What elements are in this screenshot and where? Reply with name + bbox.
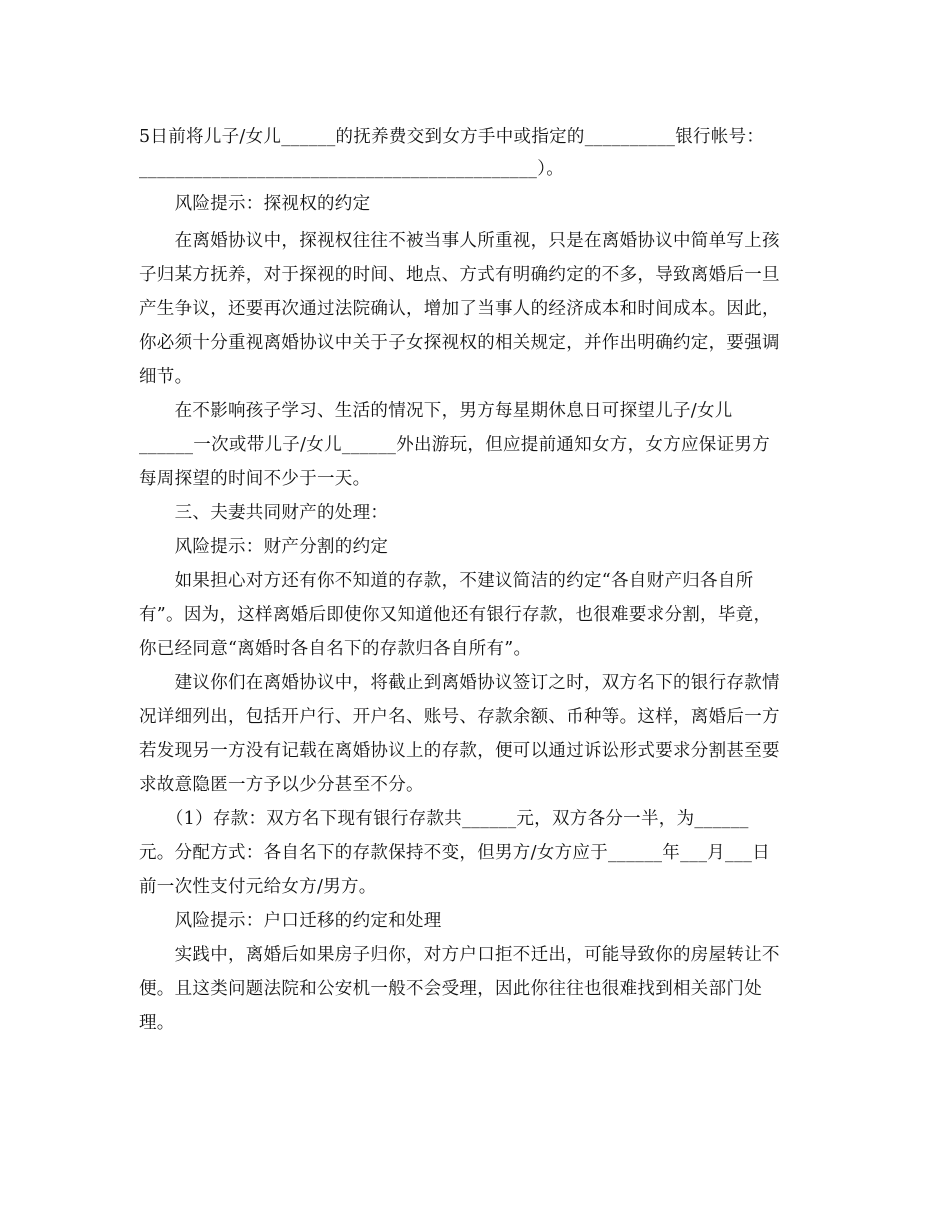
- section-heading: 风险提示：探视权的约定: [139, 194, 371, 214]
- document-page: [139, 120, 811, 1040]
- text-line: 前一次性支付元给女方/男方。: [139, 877, 377, 897]
- text-line: 你已经同意“离婚时各自名下的存款归各自所有”。: [139, 639, 532, 659]
- text-line: 子归某方抚养，对于探视的时间、地点、方式有明确约定的不多，导致离婚后一旦: [139, 265, 780, 285]
- text-line: 每周探望的时间不少于一天。: [139, 469, 371, 489]
- text-line: 在不影响孩子学习、生活的情况下，男方每星期休息日可探望儿子/女儿: [139, 401, 733, 421]
- text-line: ____________________________________________）。: [139, 159, 565, 179]
- text-line: 况详细列出，包括开户行、开户名、账号、存款余额、币种等。这样，离婚后一方: [139, 707, 780, 727]
- text-line: 若发现另一方没有记载在离婚协议上的存款，便可以通过诉讼形式要求分割甚至要: [139, 741, 780, 761]
- text-line: ______一次或带儿子/女儿______外出游玩，但应提前通知女方，女方应保证男方: [139, 435, 770, 455]
- text-line: 建议你们在离婚协议中，将截止到离婚协议签订之时，双方名下的银行存款情: [139, 673, 780, 693]
- section-heading: 三、夫妻共同财产的处理：: [139, 503, 389, 523]
- text-line: 实践中，离婚后如果房子归你，对方户口拒不迁出，可能导致你的房屋转让不: [139, 945, 780, 965]
- section-heading: 风险提示：户口迁移的约定和处理: [139, 911, 442, 931]
- text-line: 有”。因为，这样离婚后即使你又知道他还有银行存款，也很难要求分割，毕竟，: [139, 605, 772, 625]
- text-line: 元。分配方式：各自名下的存款保持不变，但男方/女方应于______年___月___日: [139, 843, 770, 863]
- section-heading: 风险提示：财产分割的约定: [139, 537, 389, 557]
- text-line: 求故意隐匿一方予以少分甚至不分。: [139, 775, 424, 795]
- text-line: （1）存款：双方名下现有银行存款共______元，双方各分一半，为______: [139, 809, 749, 829]
- text-line: 细节。: [139, 367, 193, 387]
- text-line: 你必须十分重视离婚协议中关于子女探视权的相关规定，并作出明确约定，要强调: [139, 333, 780, 353]
- text-line: 5日前将儿子/女儿______的抚养费交到女方手中或指定的__________银行帐号：: [139, 127, 765, 147]
- text-line: 在离婚协议中，探视权往往不被当事人所重视，只是在离婚协议中简单写上孩: [139, 231, 780, 251]
- text-line: 产生争议，还要再次通过法院确认，增加了当事人的经济成本和时间成本。因此，: [139, 299, 780, 319]
- text-line: 理。: [139, 1013, 175, 1033]
- text-line: 如果担心对方还有你不知道的存款，不建议简洁的约定“各自财产归各自所: [139, 571, 754, 591]
- text-line: 便。且这类问题法院和公安机一般不会受理，因此你往往也很难找到相关部门处: [139, 979, 762, 999]
